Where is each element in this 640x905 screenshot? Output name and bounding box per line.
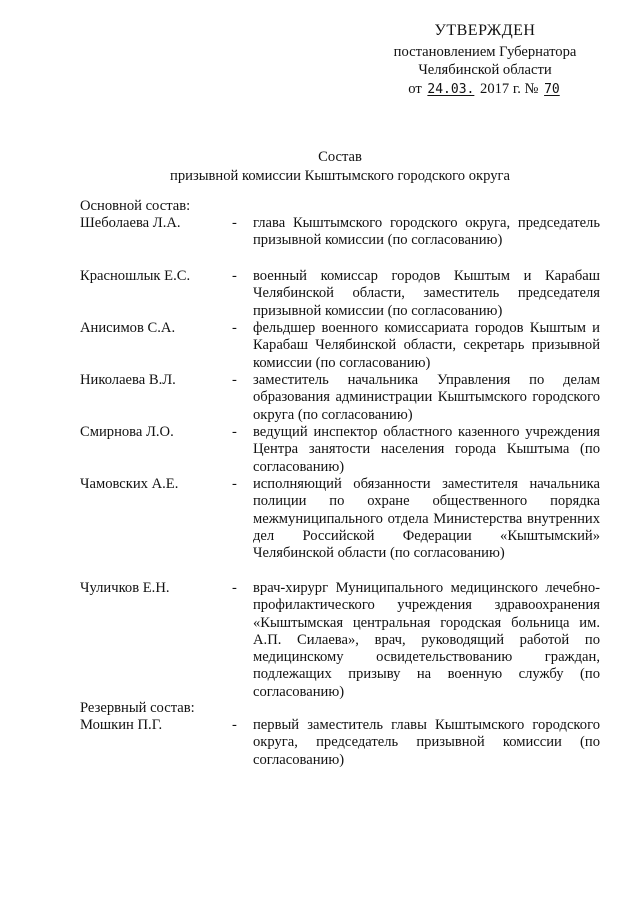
reserve-composition-label: Резервный состав: (80, 700, 195, 716)
member-description: глава Кыштымского городского округа, председатель призывной комиссии (по согласованию) (253, 215, 600, 249)
main-composition-label: Основной состав: (80, 198, 191, 214)
member-name: Красношлык Е.С. (80, 268, 191, 284)
member-dash: - (232, 320, 237, 336)
member-description: заместитель начальника Управления по делам образования администрации Кыштымского городского округа (по согласованию) (253, 372, 600, 423)
member-dash: - (232, 580, 237, 596)
member-name: Мошкин П.Г. (80, 717, 163, 733)
member-name: Чамовских А.Е. (80, 476, 179, 492)
date-prefix: от (408, 80, 422, 97)
title-line-1: Состав (318, 149, 362, 165)
member-dash: - (232, 372, 237, 388)
member-dash: - (232, 717, 237, 733)
member-description: первый заместитель главы Кыштымского городского округа, председатель призывной комиссии (по согласованию) (253, 717, 600, 768)
member-dash: - (232, 424, 237, 440)
member-description: ведущий инспектор областного казенного учреждения Центра занятости населения города Кыштыма (по согласованию) (253, 424, 600, 475)
number-value: 70 (544, 81, 560, 97)
date-value: 24.03. (427, 81, 475, 97)
document-title (80, 148, 600, 186)
approval-date-line (360, 80, 610, 100)
member-dash: - (232, 215, 237, 231)
member-description: исполняющий обязанности заместителя начальника полиции по охране общественного порядка межмуниципального отдела Министерства внутренних дел Российской Федерации «Кыштымский» Челябинской области (по согласованию) (253, 476, 600, 562)
title-line-2: призывной комиссии Кыштымского городского округа (170, 168, 510, 184)
approval-line-2: Челябинской области (418, 62, 552, 78)
member-name: Шеболаева Л.А. (80, 215, 181, 231)
member-name: Николаева В.Л. (80, 372, 176, 388)
member-name: Смирнова Л.О. (80, 424, 174, 440)
approved-heading: УТВЕРЖДЕН (434, 22, 536, 39)
member-description: военный комиссар городов Кыштым и Карабаш Челябинской области, заместитель председателя призывной комиссии (по согласованию) (253, 268, 600, 319)
member-name: Анисимов С.А. (80, 320, 176, 336)
approval-block (360, 22, 610, 99)
member-dash: - (232, 268, 237, 284)
member-dash: - (232, 476, 237, 492)
approval-line-1: постановлением Губернатора (393, 43, 577, 60)
date-mid: 2017 г. № (480, 80, 539, 97)
member-description: врач-хирург Муниципального медицинского лечебно-профилактического учреждения здравоохранения «Кыштымская центральная городская больница им. А.П. Силаева», врач, руководящий работой по медицинскому освидетельствованию граждан, подлежащих призыву на военную службу (по согласованию) (253, 580, 600, 700)
member-description: фельдшер военного комиссариата городов Кыштым и Карабаш Челябинской области, секретарь призывной комиссии (по согласованию) (253, 320, 600, 371)
member-name: Чуличков Е.Н. (80, 580, 170, 596)
